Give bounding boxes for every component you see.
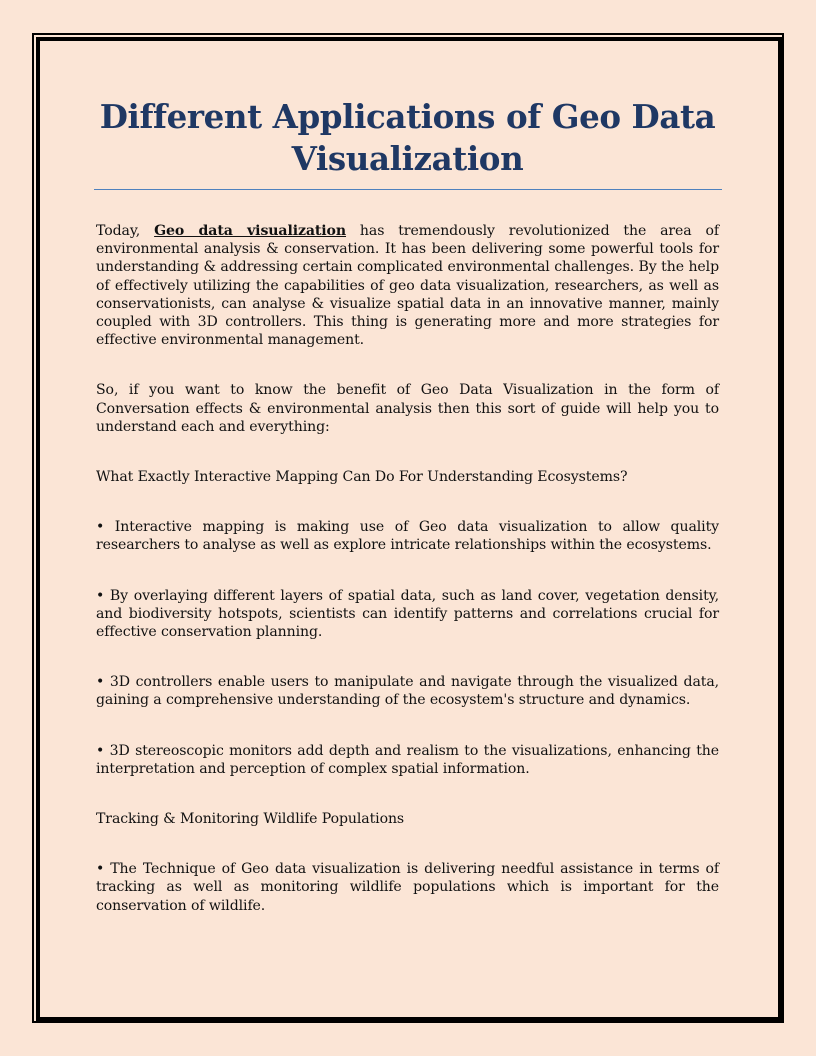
intro-prefix: Today, [96, 223, 155, 239]
section-heading-wildlife: Tracking & Monitoring Wildlife Populations [96, 811, 405, 828]
document-body [96, 96, 719, 915]
section-heading-ecosystems: What Exactly Interactive Mapping Can Do For Understanding Ecosystems? [96, 469, 628, 486]
intro-rest: has tremendously revolutionized the area of environmental analysis & conservation. It has been delivering some powerful tools for understanding & addressing certain complicated environmental challenges. By the help of effectively utilizing the capabilities of geo data visualization, researchers, as well as conservationists, can analyse & visualize spatial data in an innovative manner, mainly coupled with 3D controllers. This thing is generating more and more strategies for effective environmental management. [96, 223, 719, 349]
geo-data-visualization-link[interactable]: Geo data visualization [154, 223, 347, 239]
intro-paragraph [96, 222, 719, 349]
bullet-wildlife-tracking: • The Technique of Geo data visualization is delivering needful assistance in terms of tracking as well as monitoring wildlife populations which is important for the conservation of wildlife. [96, 861, 719, 914]
bullet-interactive-mapping: • Interactive mapping is making use of Geo data visualization to allow quality researchers to analyse as well as explore intricate relationships within the ecosystems. [96, 519, 719, 554]
document-title: Different Applications of Geo Data Visualization [99, 97, 716, 178]
title-divider [94, 189, 722, 190]
bullet-3d-controllers: • 3D controllers enable users to manipulate and navigate through the visualized data, gaining a comprehensive understanding of the ecosystem's structure and dynamics. [96, 674, 719, 709]
paragraph-guide: So, if you want to know the benefit of Geo Data Visualization in the form of Conversation effects & environmental analysis then this sort of guide will help you to understand each and everything: [96, 382, 719, 435]
bullet-stereoscopic-monitors: • 3D stereoscopic monitors add depth and realism to the visualizations, enhancing the interpretation and perception of complex spatial information. [96, 742, 719, 777]
bullet-overlaying-layers: • By overlaying different layers of spatial data, such as land cover, vegetation density, and biodiversity hotspots, scientists can identify patterns and correlations crucial for effective conservation planning. [96, 587, 719, 641]
